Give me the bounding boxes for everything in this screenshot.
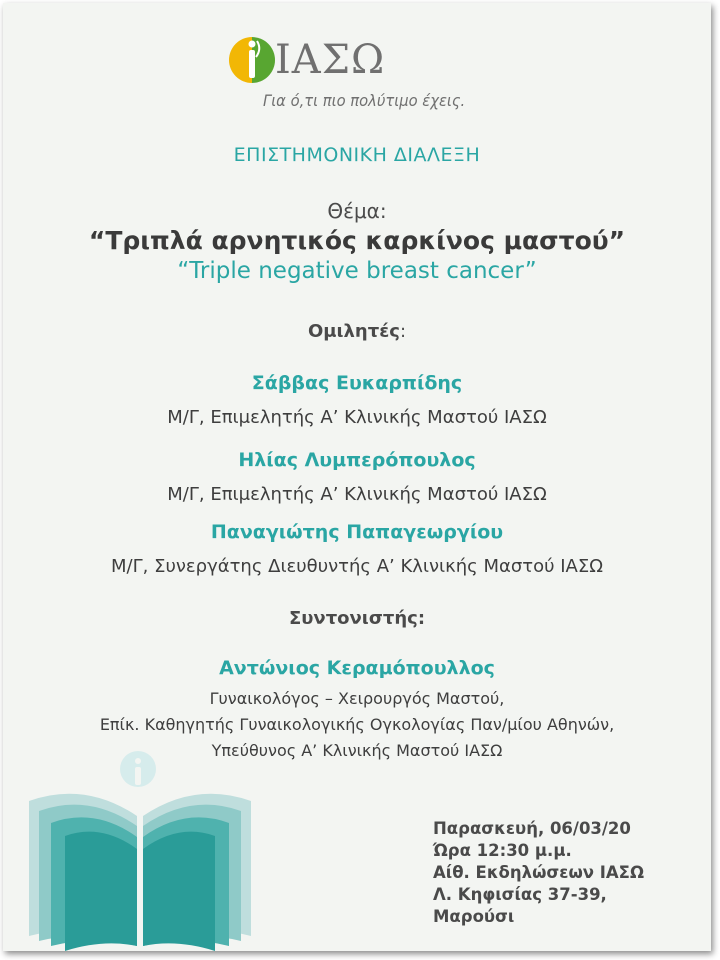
poster [3,3,711,951]
event-details [433,818,693,928]
topic-greek: “Τριπλά αρνητικός καρκίνος μαστού” [88,226,626,255]
speaker-name: Σάββας Ευκαρπίδης [251,372,463,394]
moderator-label: Συντονιστής: [288,608,426,629]
speaker-role: Μ/Γ, Επιμελητής Α’ Κλινικής Μαστού ΙΑΣΩ [167,407,547,428]
page-title: ΕΠΙΣΤΗΜΟΝΙΚΗ ΔΙΑΛΕΞΗ [233,144,481,166]
moderator-role: Επίκ. Καθηγητής Γυναικολογικής Ογκολογίας Παν/μίου Αθηνών, [99,715,615,734]
event-venue: Αίθ. Εκδηλώσεων ΙΑΣΩ [433,863,644,882]
speakers-heading [3,321,711,342]
moderator-role: Γυναικολόγος – Χειρουργός Μαστού, [209,689,505,708]
event-city: Μαρούσι [433,907,515,926]
topic-english: “Triple negative breast cancer” [177,258,537,284]
speakers-label: Ομιλητές [307,321,400,342]
speaker-name: Παναγιώτης Παπαγεωργίου [210,521,504,543]
event-time: Ώρα 12:30 μ.μ. [433,841,572,860]
speaker-role: Μ/Γ, Επιμελητής Α’ Κλινικής Μαστού ΙΑΣΩ [167,484,547,505]
speaker-name: Ηλίας Λυμπερόπουλος [238,449,476,471]
tagline: Για ό,τι πιο πολύτιμο έχεις. [263,91,466,110]
speakers-label-colon: : [399,321,407,342]
speaker-role: Μ/Γ, Συνεργάτης Διευθυντής Α’ Κλινικής Μαστού ΙΑΣΩ [111,556,603,577]
event-address: Λ. Κηφισίας 37-39, [433,885,607,904]
topic-label: Θέμα: [327,199,387,223]
moderator-role: Υπεύθυνος Α’ Κλινικής Μαστού ΙΑΣΩ [211,741,503,760]
moderator-name: Αντώνιος Κεραμόπουλλος [219,657,495,679]
event-date: Παρασκευή, 06/03/20 [433,819,631,838]
book-icon [25,741,255,951]
iaso-logo-icon [229,33,275,87]
logo-wordmark: ΙΑΣΩ [275,37,386,83]
